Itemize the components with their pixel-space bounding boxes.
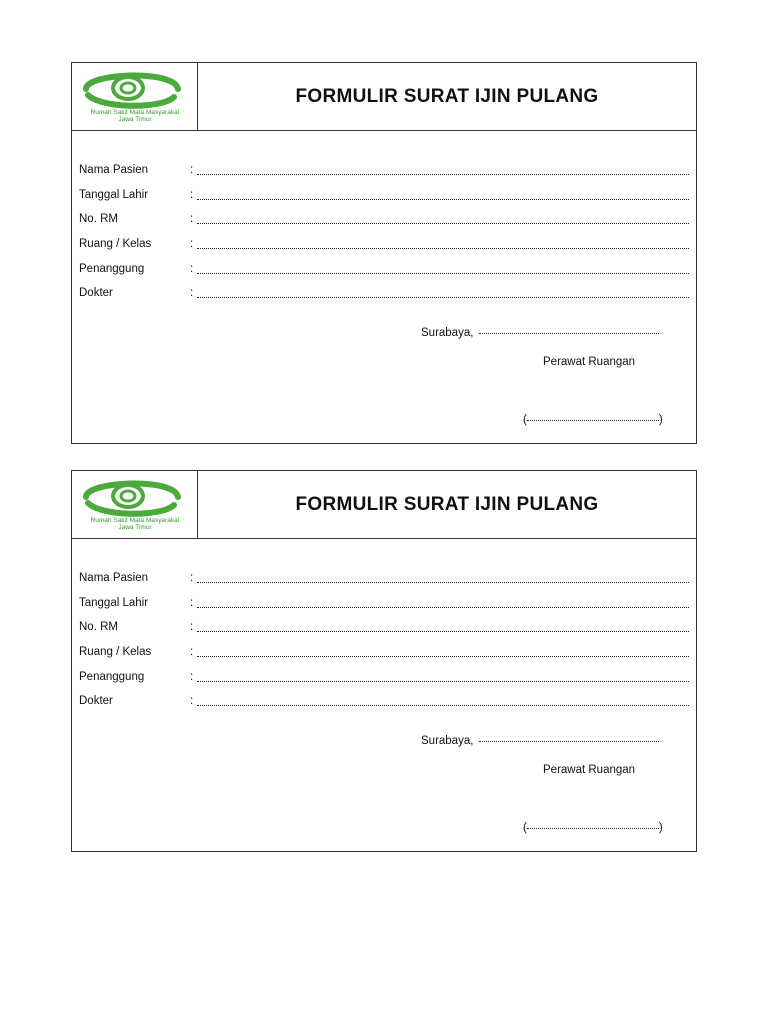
discharge-form-1: [71, 62, 697, 444]
field-label: No. RM: [79, 213, 118, 225]
field-colon: :: [190, 287, 194, 299]
fill-line[interactable]: [197, 681, 689, 682]
sign-close-paren: ): [658, 822, 663, 834]
field-label: Ruang / Kelas: [79, 646, 152, 658]
fill-line[interactable]: [197, 656, 689, 657]
place-date-line: [421, 735, 659, 747]
place-label: Surabaya,: [421, 735, 474, 747]
field-label: Nama Pasien: [79, 164, 149, 176]
signature-line[interactable]: [523, 822, 663, 834]
signature-line[interactable]: [523, 414, 663, 426]
field-label: Penanggung: [79, 671, 145, 683]
fill-line[interactable]: [197, 223, 689, 224]
logo-hospital-name: Rumah Sakit Mata Masyarakat: [90, 109, 180, 116]
field-label: Tanggal Lahir: [79, 189, 149, 201]
date-fill-line[interactable]: [479, 741, 659, 742]
fill-line[interactable]: [197, 174, 689, 175]
place-label: Surabaya,: [421, 327, 474, 339]
signer-role: Perawat Ruangan: [543, 764, 636, 776]
field-label: Penanggung: [79, 263, 145, 275]
fill-line[interactable]: [197, 607, 689, 608]
field-label: No. RM: [79, 621, 118, 633]
fill-line[interactable]: [197, 705, 689, 706]
fill-line[interactable]: [197, 248, 689, 249]
form-title: FORMULIR SURAT IJIN PULANG: [295, 85, 599, 107]
form-header: [72, 471, 696, 539]
field-colon: :: [190, 164, 194, 176]
logo-region: Jawa Timur: [118, 116, 152, 123]
fill-line[interactable]: [197, 273, 689, 274]
field-colon: :: [190, 671, 194, 683]
eye-logo-icon: [78, 475, 184, 519]
field-colon: :: [190, 189, 194, 201]
sign-open-paren: (: [523, 822, 527, 834]
fill-line[interactable]: [197, 199, 689, 200]
hospital-logo: [72, 471, 198, 538]
field-label: Ruang / Kelas: [79, 238, 152, 250]
field-label: Dokter: [79, 287, 113, 299]
signature-fill-line[interactable]: [527, 420, 659, 421]
field-colon: :: [190, 213, 194, 225]
sign-open-paren: (: [523, 414, 527, 426]
fill-line[interactable]: [197, 297, 689, 298]
field-colon: :: [190, 597, 194, 609]
field-colon: :: [190, 621, 194, 633]
field-colon: :: [190, 263, 194, 275]
sign-close-paren: ): [658, 414, 663, 426]
hospital-logo: [72, 63, 198, 130]
signature-fill-line[interactable]: [527, 828, 659, 829]
field-label: Tanggal Lahir: [79, 597, 149, 609]
signer-role: Perawat Ruangan: [543, 356, 636, 368]
logo-region: Jawa Timur: [118, 524, 152, 531]
field-label: Nama Pasien: [79, 572, 149, 584]
field-colon: :: [190, 572, 194, 584]
eye-logo-icon: [78, 67, 184, 111]
discharge-form-2: [71, 470, 697, 852]
field-colon: :: [190, 238, 194, 250]
fill-line[interactable]: [197, 582, 689, 583]
date-fill-line[interactable]: [479, 333, 659, 334]
form-title: FORMULIR SURAT IJIN PULANG: [295, 493, 599, 515]
form-header: [72, 63, 696, 131]
logo-hospital-name: Rumah Sakit Mata Masyarakat: [90, 517, 180, 524]
field-colon: :: [190, 695, 194, 707]
field-label: Dokter: [79, 695, 113, 707]
place-date-line: [421, 327, 659, 339]
field-colon: :: [190, 646, 194, 658]
fill-line[interactable]: [197, 631, 689, 632]
